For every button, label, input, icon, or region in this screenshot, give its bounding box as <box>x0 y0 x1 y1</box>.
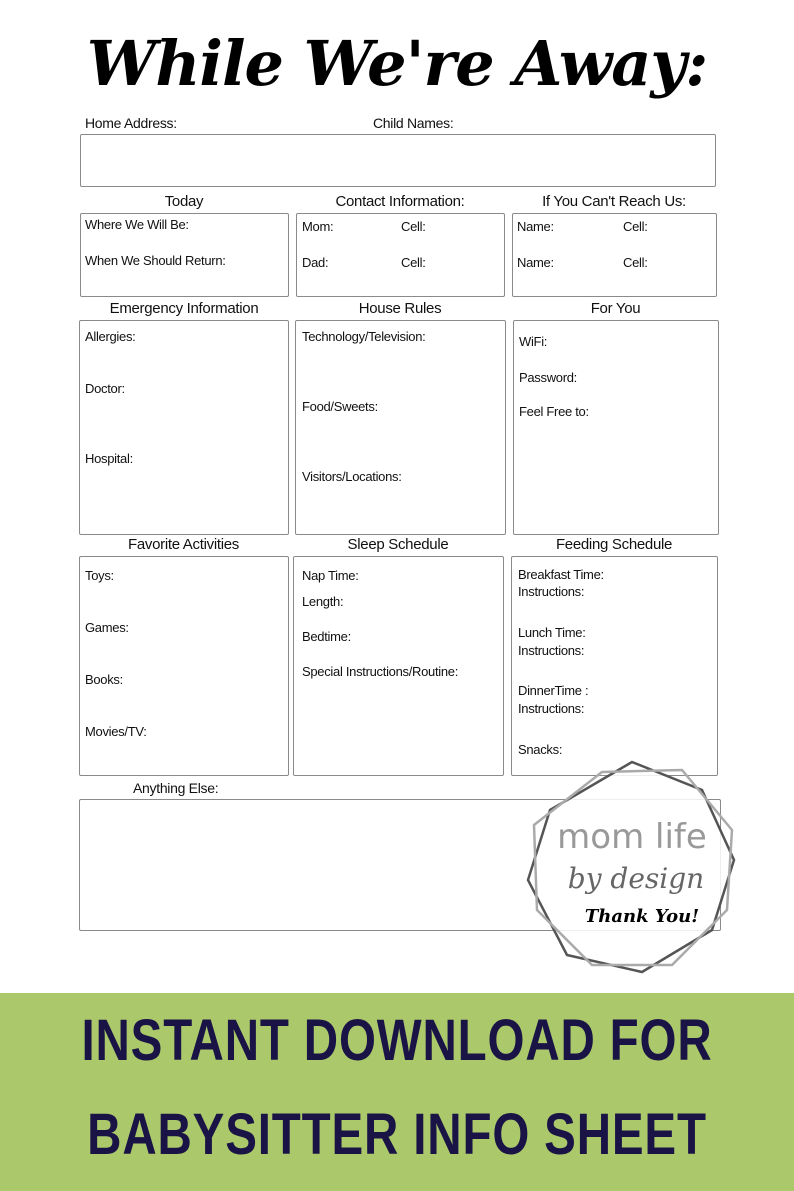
special-label: Special Instructions/Routine: <box>302 664 459 679</box>
doctor-label: Doctor: <box>85 381 125 396</box>
rules-header: House Rules <box>358 300 442 317</box>
return-label: When We Should Return: <box>85 253 226 268</box>
page-title: While We're Away: <box>86 27 708 100</box>
home-address-label: Home Address: <box>85 115 177 131</box>
length-label: Length: <box>302 594 344 609</box>
games-label: Games: <box>85 620 129 635</box>
tech-label: Technology/Television: <box>302 329 426 344</box>
nap-label: Nap Time: <box>302 568 359 583</box>
mom-cell-label: Cell: <box>401 219 426 234</box>
lunch-instructions-label: Instructions: <box>518 643 585 658</box>
password-label: Password: <box>519 370 577 385</box>
where-label: Where We Will Be: <box>85 217 189 232</box>
name1-label: Name: <box>517 219 554 234</box>
rules-box[interactable] <box>295 320 506 535</box>
anything-else-label: Anything Else: <box>133 780 219 796</box>
bedtime-label: Bedtime: <box>302 629 351 644</box>
snacks-label: Snacks: <box>518 742 563 757</box>
hospital-label: Hospital: <box>85 451 133 466</box>
contact-header: Contact Information: <box>335 193 465 210</box>
child-names-label: Child Names: <box>373 115 454 131</box>
dinner-label: DinnerTime : <box>518 683 589 698</box>
breakfast-instructions-label: Instructions: <box>518 584 585 599</box>
cell2-label: Cell: <box>623 255 648 270</box>
logo-octagon-icon <box>522 760 742 975</box>
breakfast-label: Breakfast Time: <box>518 567 604 582</box>
dinner-instructions-label: Instructions: <box>518 701 585 716</box>
dad-label: Dad: <box>302 255 329 270</box>
lunch-label: Lunch Time: <box>518 625 586 640</box>
logo-text-line1: mom life <box>557 817 707 857</box>
visitors-label: Visitors/Locations: <box>302 469 402 484</box>
toys-label: Toys: <box>85 568 114 583</box>
sleep-header: Sleep Schedule <box>347 536 449 553</box>
name2-label: Name: <box>517 255 554 270</box>
foryou-box[interactable] <box>513 320 719 535</box>
activities-header: Favorite Activities <box>127 536 239 553</box>
mom-label: Mom: <box>302 219 334 234</box>
address-field[interactable] <box>80 134 716 187</box>
activities-box[interactable] <box>79 556 289 776</box>
wifi-label: WiFi: <box>519 334 548 349</box>
logo-text-line2: by design <box>567 862 705 895</box>
dad-cell-label: Cell: <box>401 255 426 270</box>
today-header: Today <box>164 193 204 210</box>
books-label: Books: <box>85 672 123 687</box>
thank-you-text: Thank You! <box>584 906 700 927</box>
feeding-header: Feeding Schedule <box>555 536 673 553</box>
promo-banner <box>0 993 794 1191</box>
banner-line1: INSTANT DOWNLOAD FOR <box>81 1008 713 1073</box>
cell1-label: Cell: <box>623 219 648 234</box>
feel-free-label: Feel Free to: <box>519 404 589 419</box>
food-label: Food/Sweets: <box>302 399 378 414</box>
mom-life-by-design-logo <box>522 760 742 975</box>
allergies-label: Allergies: <box>85 329 136 344</box>
foryou-header: For You <box>590 300 641 317</box>
reach-header: If You Can't Reach Us: <box>542 193 686 210</box>
banner-line2: BABYSITTER INFO SHEET <box>87 1102 707 1167</box>
emergency-header: Emergency Information <box>109 300 259 317</box>
emergency-box[interactable] <box>79 320 289 535</box>
movies-label: Movies/TV: <box>85 724 147 739</box>
